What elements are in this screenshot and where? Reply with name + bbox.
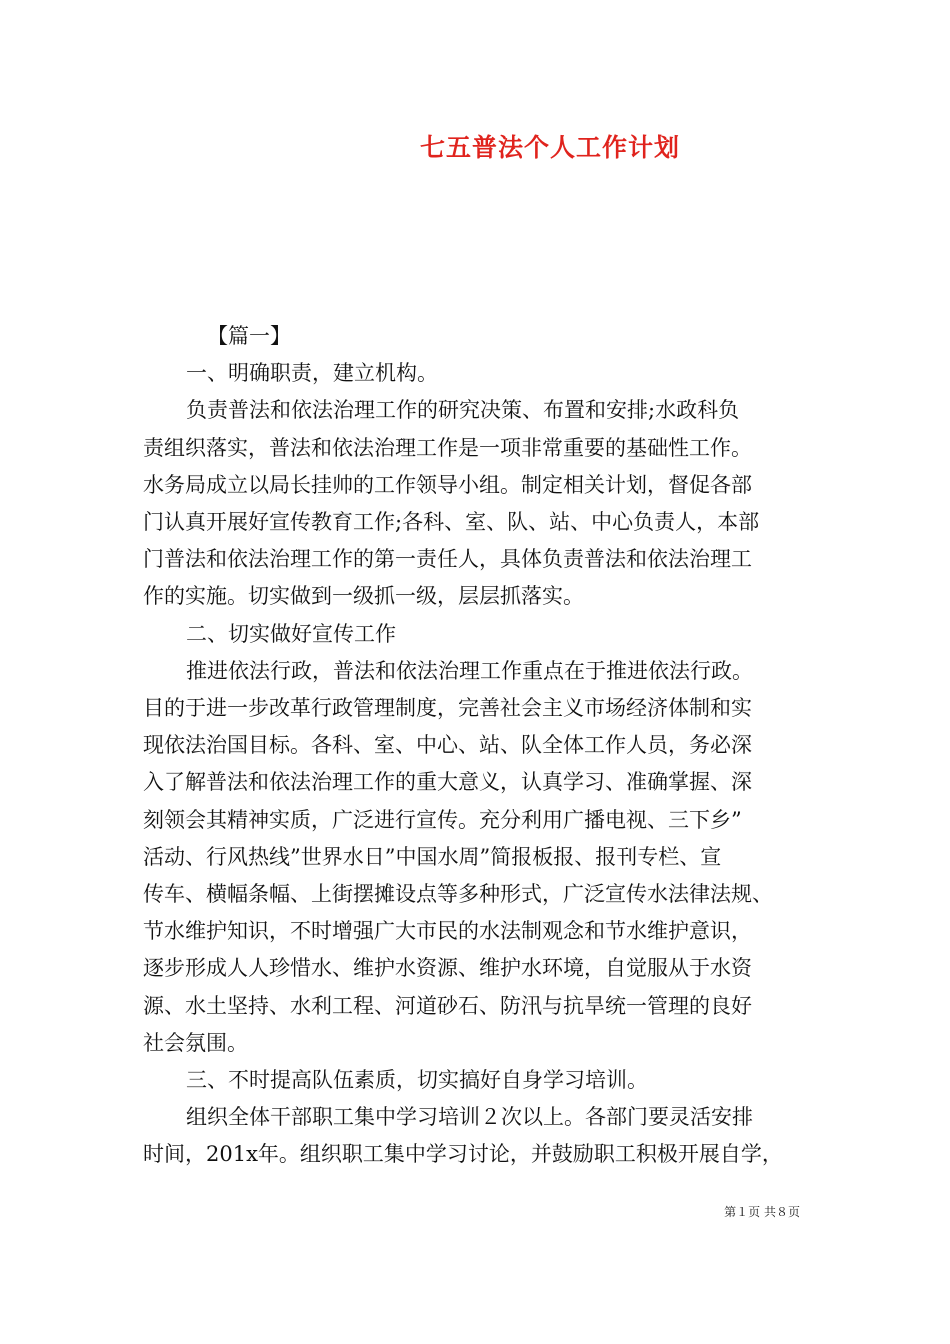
paragraph-line: 组织全体干部职工集中学习培训２次以上。各部门要灵活安排 xyxy=(186,1105,753,1130)
paragraph-line: 社会氛围。 xyxy=(143,1030,248,1055)
paragraph-line: 源、水土坚持、水利工程、河道砂石、防汛与抗旱统一管理的良好 xyxy=(143,993,752,1018)
paragraph-line: 推进依法行政，普法和依法治理工作重点在于推进依法行政。 xyxy=(186,658,753,683)
paragraph-line: 门认真开展好宣传教育工作;各科、室、队、站、中心负责人，本部 xyxy=(143,510,760,535)
paragraph-line: 入了解普法和依法治理工作的重大意义，认真学习、准确掌握、深 xyxy=(143,770,752,795)
paragraph-line: 水务局成立以局长挂帅的工作领导小组。制定相关计划，督促各部 xyxy=(143,472,752,497)
paragraph-line: 目的于进一步改革行政管理制度，完善社会主义市场经济体制和实 xyxy=(143,696,752,721)
paragraph-line: 负责普法和依法治理工作的研究决策、布置和安排;水政科负 xyxy=(186,398,740,423)
page-number: 第１页 共８页 xyxy=(724,1205,800,1219)
paragraph-line: 活动、行风热线”世界水日”中国水周”简报板报、报刊专栏、宣 xyxy=(143,844,722,869)
paragraph-line: 传车、横幅条幅、上街摆摊设点等多种形式，广泛宣传水法律法规、 xyxy=(143,882,773,907)
paragraph-line: 时间，201x年。组织职工集中学习讨论，并鼓励职工积极开展自学， xyxy=(143,1142,783,1167)
paragraph-line: 现依法治国目标。各科、室、中心、站、队全体工作人员，务必深 xyxy=(143,733,752,758)
section-marker: 【篇一】 xyxy=(207,324,291,348)
heading-3: 三、不时提高队伍素质，切实搞好自身学习培训。 xyxy=(186,1068,648,1093)
paragraph-line: 门普法和依法治理工作的第一责任人，具体负责普法和依法治理工 xyxy=(143,547,752,572)
paragraph-line: 节水维护知识，不时增强广大市民的水法制观念和节水维护意识， xyxy=(143,919,752,944)
heading-1: 一、明确职责，建立机构。 xyxy=(186,361,438,386)
document-title: 七五普法个人工作计划 xyxy=(419,133,680,162)
document-body xyxy=(143,318,811,1174)
heading-2: 二、切实做好宣传工作 xyxy=(186,621,396,646)
paragraph-line: 作的实施。切实做到一级抓一级，层层抓落实。 xyxy=(143,584,584,609)
paragraph-line: 责组织落实，普法和依法治理工作是一项非常重要的基础性工作。 xyxy=(143,435,752,460)
paragraph-line: 刻领会其精神实质，广泛进行宣传。充分利用广播电视、三下乡” xyxy=(143,807,742,832)
paragraph-line: 逐步形成人人珍惜水、维护水资源、维护水环境，自觉服从于水资 xyxy=(143,956,752,981)
